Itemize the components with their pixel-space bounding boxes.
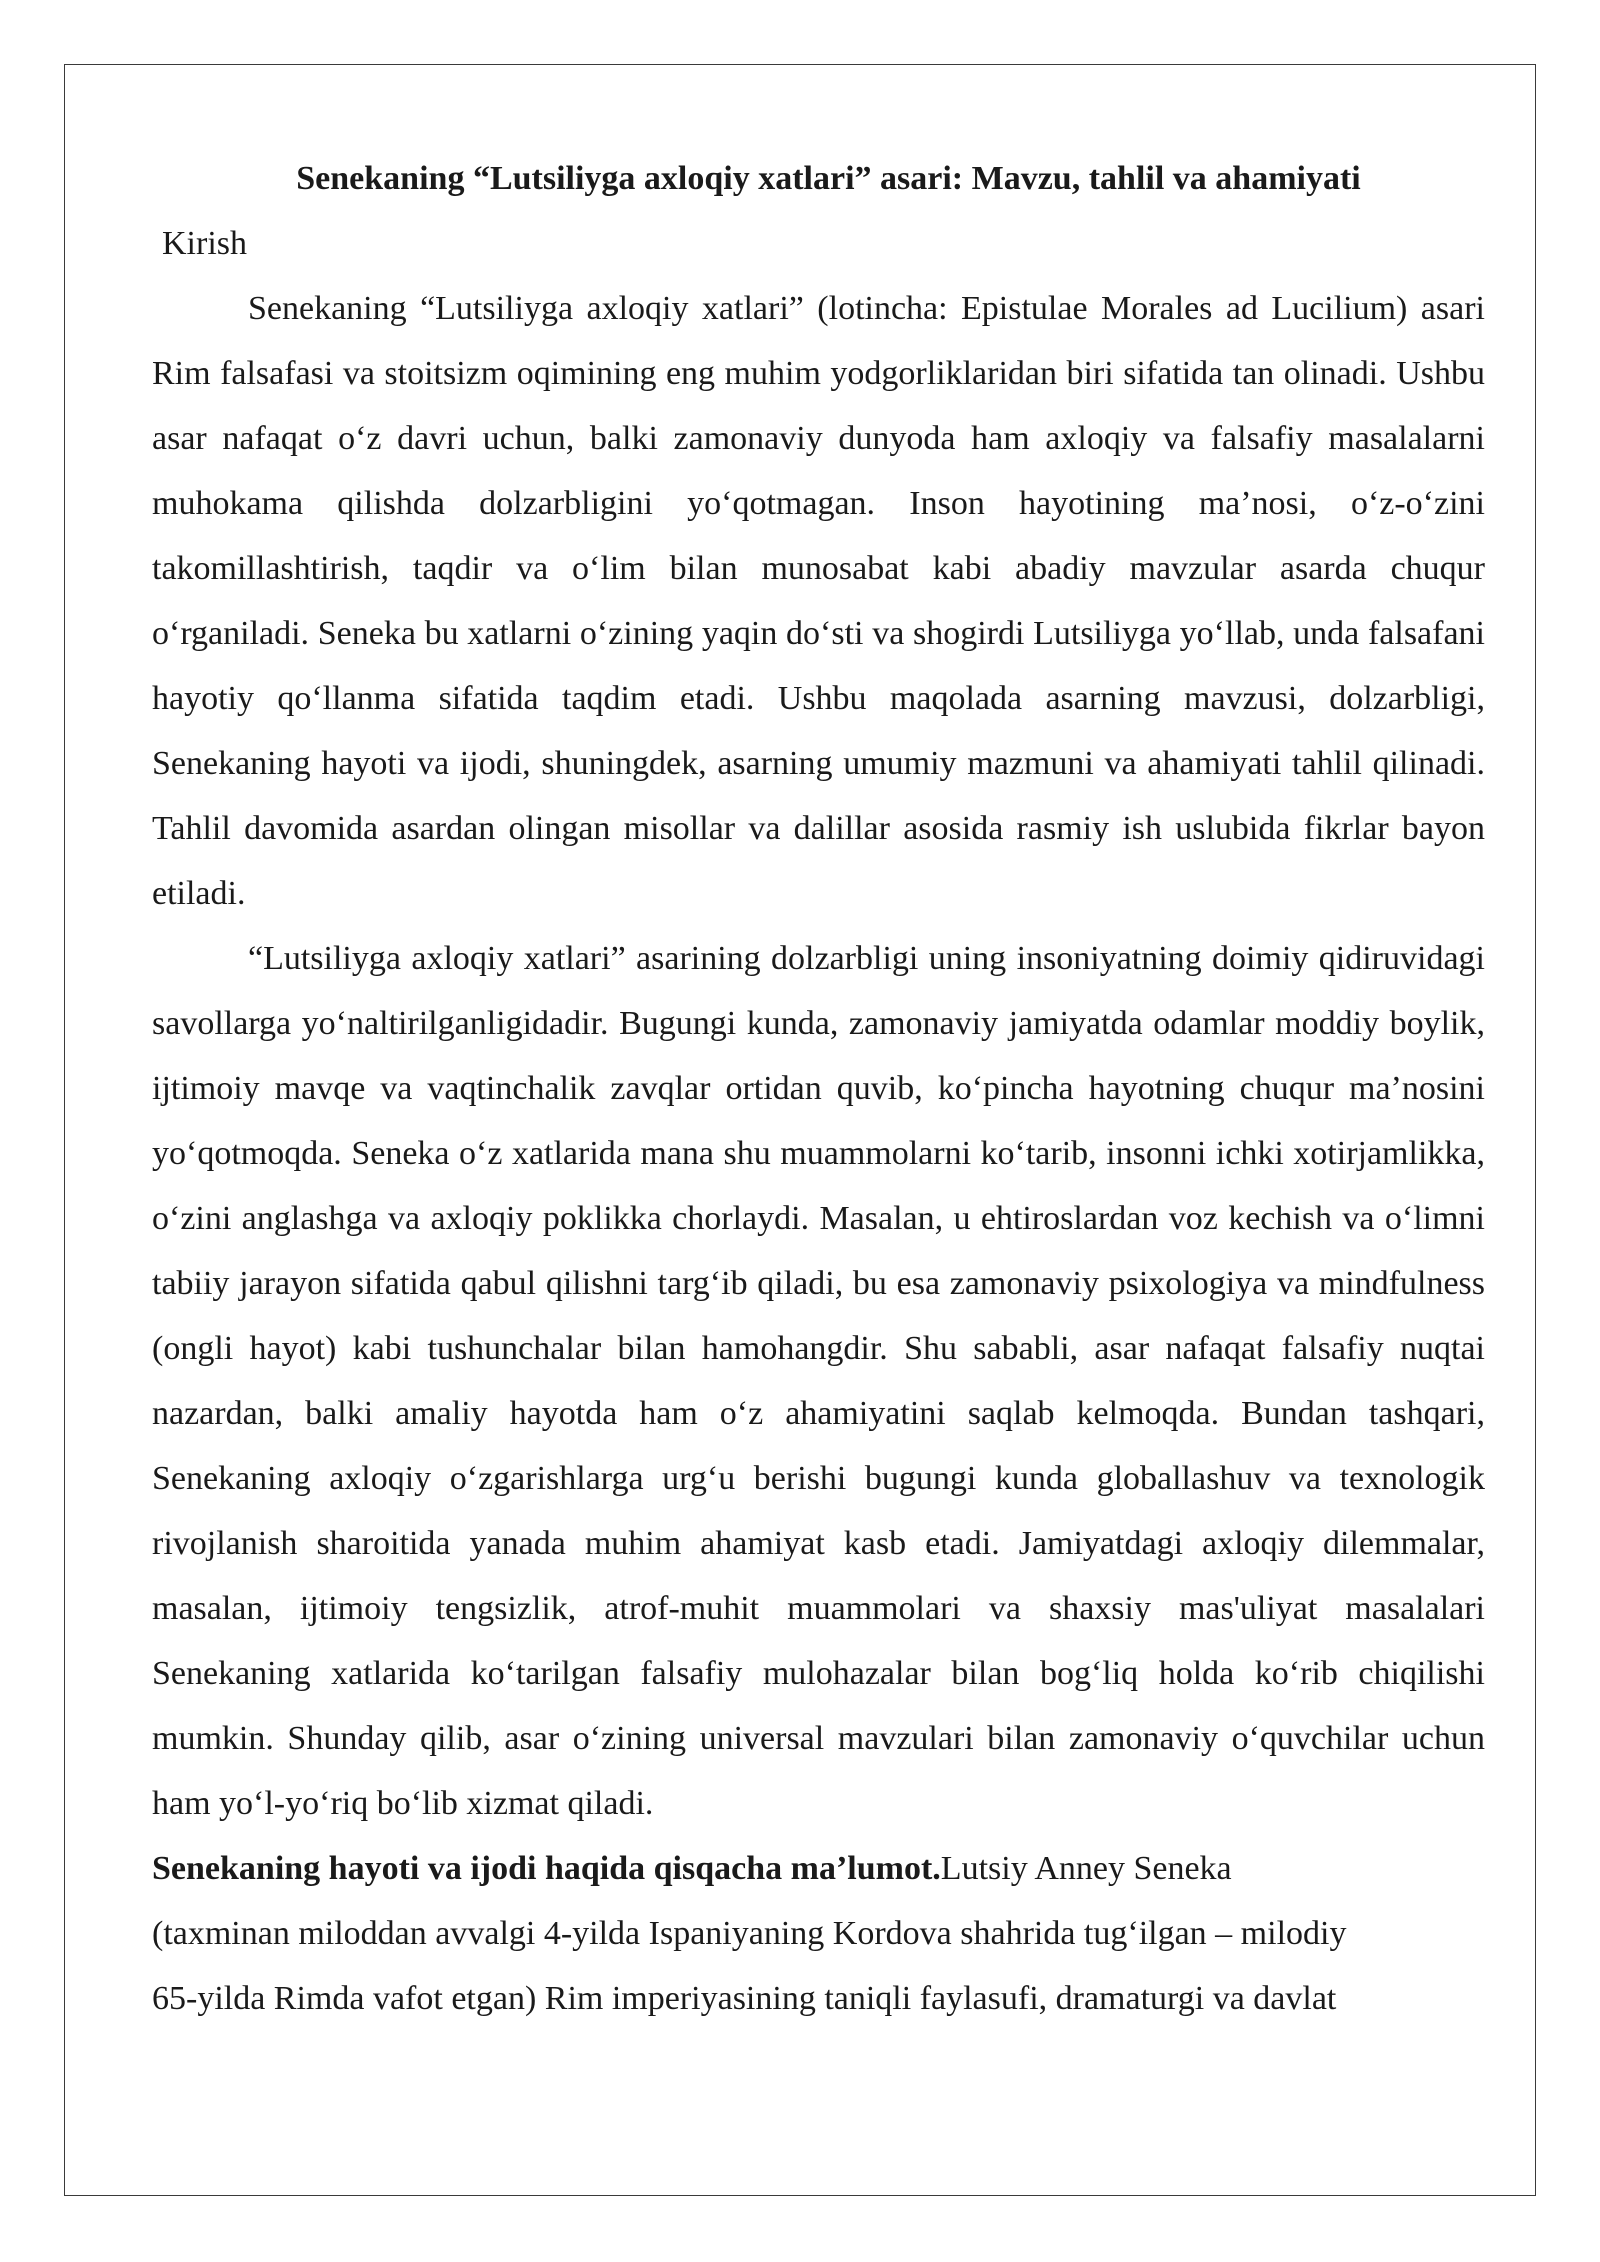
document-title: Senekaning “Lutsiliyga axloqiy xatlari” asari: Mavzu, tahlil va ahamiyati [296, 160, 1361, 197]
document-body [152, 146, 1485, 2031]
biography-text-line-3: 65-yilda Rimda vafot etgan) Rim imperiyasining taniqli faylasufi, dramaturgi va davlat [152, 1980, 1337, 2017]
biography-text-line-1: Lutsiy Anney Seneka [940, 1850, 1232, 1887]
paragraph-introduction: Senekaning “Lutsiliyga axloqiy xatlari” (lotincha: Epistulae Morales ad Lucilium) asari Rim falsafasi va stoitsizm oqimining eng muhim yodgorliklaridan biri sifatida tan olinadi. Ushbu asar nafaqat o‘z davri uchun, balki zamonaviy dunyoda ham axloqiy va falsafiy masalalarni muhokama qilishda dolzarbligini yo‘qotmagan. Inson hayotining ma’nosi, o‘z-o‘zini takomillashtirish, taqdir va o‘lim bilan munosabat kabi abadiy mavzular asarda chuqur o‘rganiladi. Seneka bu xatlarni o‘zining yaqin do‘sti va shogirdi Lutsiliyga yo‘llab, unda falsafani hayotiy qo‘llanma sifatida taqdim etadi. Ushbu maqolada asarning mavzusi, dolzarbligi, Senekaning hayoti va ijodi, shuningdek, asarning umumiy mazmuni va ahamiyati tahlil qilinadi. Tahlil davomida asardan olingan misollar va dalillar asosida rasmiy ish uslubida fikrlar bayon etiladi. [152, 290, 1485, 912]
paragraph-relevance: “Lutsiliyga axloqiy xatlari” asarining dolzarbligi uning insoniyatning doimiy qidiruvidagi savollarga yo‘naltirilganligidadir. Bugungi kunda, zamonaviy jamiyatda odamlar moddiy boylik, ijtimoiy mavqe va vaqtinchalik zavqlar ortidan quvib, ko‘pincha hayotning chuqur ma’nosini yo‘qotmoqda. Seneka o‘z xatlarida mana shu muammolarni ko‘tarib, insonni ichki xotirjamlikka, o‘zini anglashga va axloqiy poklikka chorlaydi. Masalan, u ehtiroslardan voz kechish va o‘limni tabiiy jarayon sifatida qabul qilishni targ‘ib qiladi, bu esa zamonaviy psixologiya va mindfulness (ongli hayot) kabi tushunchalar bilan hamohangdir. Shu sababli, asar nafaqat falsafiy nuqtai nazardan, balki amaliy hayotda ham o‘z ahamiyatini saqlab kelmoqda. Bundan tashqari, Senekaning axloqiy o‘zgarishlarga urg‘u berishi bugungi kunda globallashuv va texnologik rivojlanish sharoitida yanada muhim ahamiyat kasb etadi. Jamiyatdagi axloqiy dilemmalar, masalan, ijtimoiy tengsizlik, atrof-muhit muammolari va shaxsiy mas'uliyat masalalari Senekaning xatlarida ko‘tarilgan falsafiy mulohazalar bilan bog‘liq holda ko‘rib chiqilishi mumkin. Shunday qilib, asar o‘zining universal mavzulari bilan zamonaviy o‘quvchilar uchun ham yo‘l-yo‘riq bo‘lib xizmat qiladi. [152, 940, 1485, 1822]
biography-heading: Senekaning hayoti va ijodi haqida qisqacha ma’lumot. [152, 1850, 941, 1887]
biography-text-line-2: (taxminan miloddan avvalgi 4-yilda Ispaniyaning Kordova shahrida tug‘ilgan – milodiy [152, 1915, 1347, 1952]
paragraph-biography [152, 1836, 1485, 2031]
section-heading-kirish: Kirish [162, 225, 247, 262]
